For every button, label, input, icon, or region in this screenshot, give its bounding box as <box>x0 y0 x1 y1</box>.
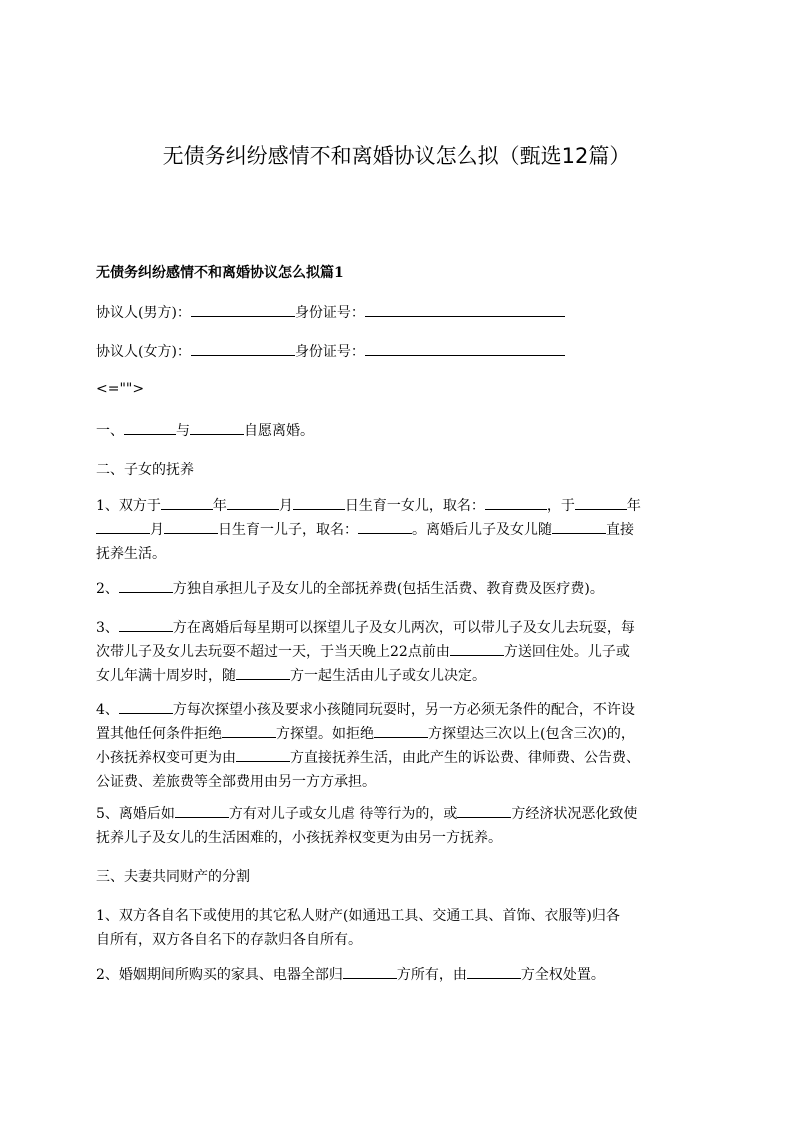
clause-text: 月 <box>150 522 164 538</box>
name-blank <box>191 343 295 356</box>
clause-text: 方有对儿子或女儿虐 待等行为的，或 <box>228 806 458 822</box>
id-label: 身份证号： <box>294 305 365 321</box>
clause-text: 日生育一女儿，取名： <box>344 498 485 514</box>
blank <box>190 422 244 435</box>
clause-text: 4、 <box>96 702 119 718</box>
clause-text: 年 <box>626 498 641 514</box>
clause-text: 小孩抚养权变可更为由 <box>96 750 236 766</box>
blank <box>161 497 213 510</box>
clause-text: 一、 <box>96 423 124 439</box>
party-male-line <box>96 302 708 324</box>
clause-text: 方经济状况恶化致使 <box>511 806 638 822</box>
misc-tag: <=""> <box>96 381 145 397</box>
clause-text: 年 <box>212 498 227 514</box>
clause-text: 方直接抚养生活，由此产生的诉讼费、律师费、公告费、 <box>290 750 640 766</box>
clause-2-3 <box>96 616 708 688</box>
clause-2-1 <box>96 494 708 566</box>
clause-text: 与 <box>176 423 190 439</box>
document-title: 无债务纠纷感情不和离婚协议怎么拟（甄选12篇） <box>162 144 631 168</box>
blank <box>236 667 290 680</box>
clause-text: 抚养生活。 <box>96 546 166 562</box>
blank <box>175 805 229 818</box>
clause-text: 方所有，由 <box>396 967 467 983</box>
clause-text: 次带儿子及女儿去玩耍不超过一天，于当天晚上22点前由 <box>96 644 450 660</box>
clause-2-2 <box>96 578 708 600</box>
heading-2: 二、子女的抚养 <box>96 462 194 478</box>
clause-text: ，于 <box>546 498 575 514</box>
id-blank <box>365 343 565 356</box>
blank <box>119 580 173 593</box>
clause-text: 直接 <box>606 522 634 538</box>
clause-text: 方每次探望小孩及要求小孩随同玩耍时，另一方必须无条件的配合，不许设 <box>172 702 635 718</box>
clause-text: 3、 <box>96 620 119 636</box>
clause-text: 。离婚后儿子及女儿随 <box>412 522 552 538</box>
blank <box>575 497 627 510</box>
party-female-line <box>96 341 708 363</box>
blank <box>222 725 276 738</box>
clause-text: 方独自承担儿子及女儿的全部抚养费(包括生活费、教育费及医疗费)。 <box>172 581 604 597</box>
party-male-label: 协议人(男方)： <box>96 305 191 321</box>
clause-text: 2、 <box>96 581 119 597</box>
blank <box>96 521 150 534</box>
clause-text: 方送回住处。儿子或 <box>503 644 630 660</box>
blank <box>552 521 606 534</box>
clause-text: 日生育一儿子，取名： <box>218 522 358 538</box>
clause-text: 月 <box>278 498 293 514</box>
clause-text: 1、双方各自名下或使用的其它私人财产(如通迅工具、交通工具、首饰、衣服等)归各 <box>96 908 620 924</box>
clause-3-2 <box>96 964 708 986</box>
name-blank <box>191 304 295 317</box>
clause-text: 方一起生活由儿子或女儿决定。 <box>290 668 486 684</box>
section-title: 无债务纠纷感情不和离婚协议怎么拟篇1 <box>96 265 344 281</box>
clause-2-4 <box>96 698 708 794</box>
clause-text: 自愿离婚。 <box>244 423 314 439</box>
clause-text: 抚养儿子及女儿的生活困难的，小孩抚养权变更为由另一方抚养。 <box>96 830 502 846</box>
clause-text: 置其他任何条件拒绝 <box>96 726 222 742</box>
blank <box>467 966 521 979</box>
blank <box>164 521 218 534</box>
blank <box>119 701 173 714</box>
clause-1 <box>96 420 708 442</box>
clause-text: 方在离婚后每星期可以探望儿子及女儿两次，可以带儿子及女儿去玩耍，每 <box>172 620 635 636</box>
blank <box>485 497 547 510</box>
blank <box>358 521 412 534</box>
clause-text: 公证费、差旅费等全部费用由另一方方承担。 <box>96 774 376 790</box>
blank <box>119 619 173 632</box>
blank <box>457 805 511 818</box>
clause-text: 方探望。如拒绝 <box>276 726 374 742</box>
clause-text: 自所有，双方各自名下的存款归各自所有。 <box>96 932 362 948</box>
clause-text: 方探望达三次以上(包含三次)的， <box>428 726 635 742</box>
blank <box>236 749 290 762</box>
party-female-label: 协议人(女方)： <box>96 344 191 360</box>
blank <box>343 966 397 979</box>
id-blank <box>365 304 565 317</box>
blank <box>374 725 428 738</box>
blank <box>293 497 345 510</box>
clause-3-1 <box>96 904 708 952</box>
id-label: 身份证号： <box>294 344 365 360</box>
blank <box>227 497 279 510</box>
blank <box>450 643 504 656</box>
heading-3: 三、夫妻共同财产的分割 <box>96 869 250 885</box>
clause-text: 女儿年满十周岁时，随 <box>96 668 236 684</box>
clause-text: 2、婚姻期间所购买的家具、电器全部归 <box>96 967 343 983</box>
clause-text: 1、双方于 <box>96 498 161 514</box>
blank <box>124 422 176 435</box>
clause-text: 5、离婚后如 <box>96 806 175 822</box>
clause-2-5 <box>96 802 708 850</box>
clause-text: 方全权处置。 <box>520 967 605 983</box>
